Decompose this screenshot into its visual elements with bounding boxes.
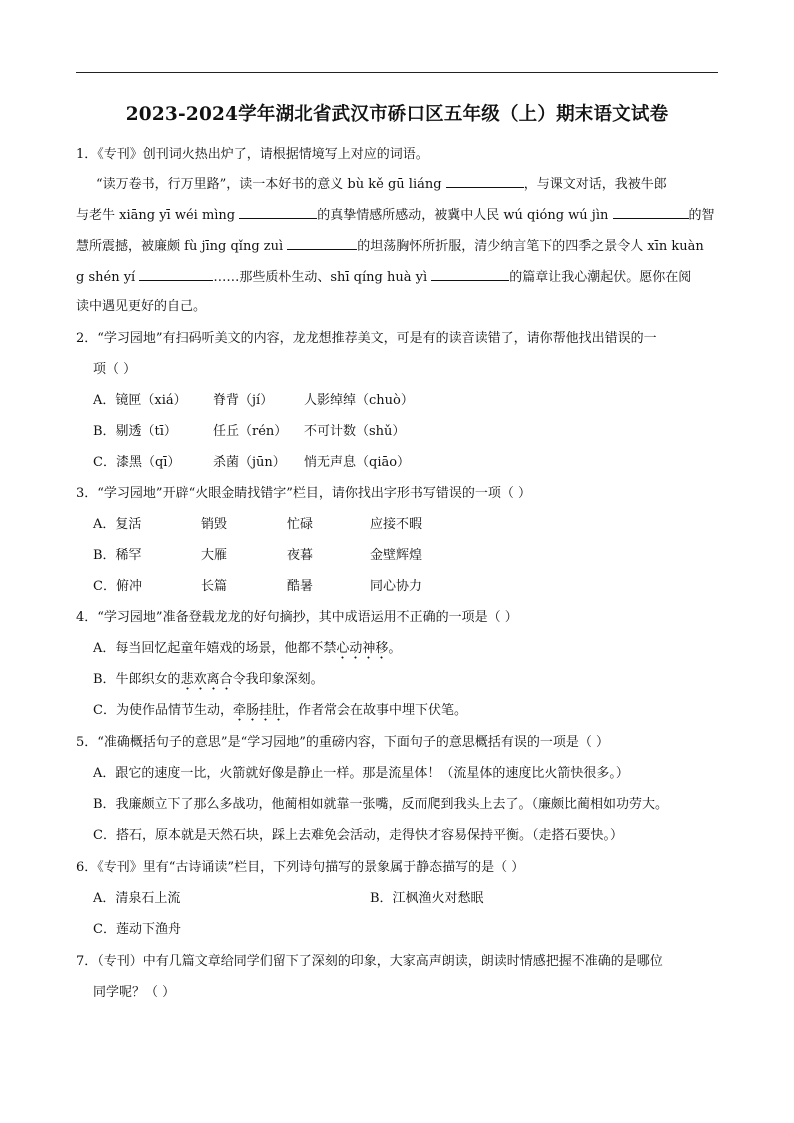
q5-stem: 5．“准确概括句子的意思”是“学习园地”的重磅内容，下面句子的意思概括有误的一项是（ ） [76, 735, 609, 750]
q3-option-a-word3: 忙碌 [287, 517, 314, 532]
q2-option-c-word3: 悄无声息（qiāo） [304, 455, 411, 470]
q3-option-b[interactable]: B．稀罕 [93, 548, 142, 563]
q3-option-c-word3: 酷暑 [287, 579, 314, 594]
answer-blank[interactable] [287, 236, 357, 250]
q1-stem: 1．《专刊》创刊词火热出炉了，请根据情境写上对应的词语。 [76, 147, 429, 162]
q2-option-c-word2: 杀菌（jūn） [213, 455, 286, 470]
q1-line-4: g shén yí ……那些质朴生动、shī qíng huà yì 的篇章让我心潮起伏。愿你在阅 [76, 267, 691, 287]
q3-option-c[interactable]: C．俯冲 [93, 579, 142, 594]
q2-option-a-word2: 脊背（jí） [213, 393, 274, 408]
q6-option-a[interactable]: A．清泉石上流 [93, 891, 181, 906]
q1-line-3: 慧所震撼，被廉颇 fù jīng qǐng zuì 的坦荡胸怀所折服，清少纳言笔下的四季之景令人 xīn kuàn [76, 236, 704, 256]
q6-option-b[interactable]: B．江枫渔火对愁眠 [370, 891, 484, 906]
q3-option-c-word2: 长篇 [201, 579, 228, 594]
q3-stem: 3．“学习园地”开辟“火眼金睛找错字”栏目，请你找出字形书写错误的一项（ ） [76, 486, 531, 501]
q6-option-c[interactable]: C．莲动下渔舟 [93, 922, 181, 937]
q2-option-b-word2: 任丘（rén） [213, 424, 288, 439]
q4-option-b[interactable]: B．牛郎织女的悲欢离合令我印象深刻。 [93, 671, 324, 689]
answer-blank[interactable] [431, 267, 509, 281]
q7-stem-cont: 同学呢？（ ） [93, 985, 176, 1000]
q2-option-a[interactable]: A．镜匣（xiá） [93, 393, 187, 408]
q3-option-a[interactable]: A．复活 [93, 517, 142, 532]
q4-stem: 4．“学习园地”准备登载龙龙的好句摘抄，其中成语运用不正确的一项是（ ） [76, 610, 518, 625]
q4-option-a[interactable]: A．每当回忆起童年嬉戏的场景，他都不禁心动神移。 [93, 640, 401, 658]
q5-option-c[interactable]: C．搭石，原本就是天然石块，踩上去难免会活动，走得快才容易保持平衡。（走搭石要快。） [93, 828, 623, 843]
idiom-emphasis: 悲欢离合 [181, 672, 233, 691]
q3-option-c-word4: 同心协力 [370, 579, 423, 594]
q7-stem: 7．（专刊）中有几篇文章给同学们留下了深刻的印象，大家高声朗读，朗读时情感把握不准确的是哪位 [76, 954, 663, 969]
q3-option-b-word3: 夜暮 [287, 548, 314, 563]
q1-line-2: 与老牛 xiāng yī wéi mìng 的真挚情感所感动，被冀中人民 wú qióng wú jìn 的智 [76, 205, 715, 225]
q1-line-5: 读中遇见更好的自己。 [76, 299, 207, 314]
q5-option-b[interactable]: B．我廉颇立下了那么多战功，他蔺相如就靠一张嘴，反而爬到我头上去了。（廉颇比蔺相如功劳大。 [93, 797, 669, 812]
q3-option-a-word2: 销毁 [201, 517, 228, 532]
answer-blank[interactable] [239, 205, 317, 219]
answer-blank[interactable] [446, 174, 524, 188]
q3-option-a-word4: 应接不暇 [370, 517, 423, 532]
q2-option-a-word3: 人影绰绰（chuò） [304, 393, 414, 408]
idiom-emphasis: 心动神移 [336, 641, 388, 660]
q2-stem: 2．“学习园地”有扫码听美文的内容，龙龙想推荐美文，可是有的读音读错了，请你帮他找出错误的一 [76, 331, 657, 346]
q1-line-1: “读万卷书，行万里路”，读一本好书的意义 bù kě gū liáng ，与课文对话，我被牛郎 [96, 174, 667, 194]
answer-blank[interactable] [139, 267, 213, 281]
q2-stem-cont: 项（ ） [93, 362, 137, 377]
q3-option-b-word4: 金壁辉煌 [370, 548, 423, 563]
answer-blank[interactable] [613, 205, 689, 219]
q5-option-a[interactable]: A．跟它的速度一比，火箭就好像是静止一样。那是流星体！（流星体的速度比火箭快很多。） [93, 766, 629, 781]
q3-option-b-word2: 大雁 [201, 548, 228, 563]
page-title: 2023-2024学年湖北省武汉市硚口区五年级（上）期末语文试卷 [125, 104, 669, 125]
q2-option-b[interactable]: B．剔透（tī） [93, 424, 177, 439]
q2-option-c[interactable]: C．漆黑（qī） [93, 455, 181, 470]
idiom-emphasis: 牵肠挂肚 [233, 703, 285, 722]
q4-option-c[interactable]: C．为使作品情节生动，牵肠挂肚，作者常会在故事中埋下伏笔。 [93, 702, 467, 720]
header-rule [76, 72, 718, 73]
q2-option-b-word3: 不可计数（shǔ） [304, 424, 406, 439]
q6-stem: 6．《专刊》里有“古诗诵读”栏目，下列诗句描写的景象属于静态描写的是（ ） [76, 860, 525, 875]
